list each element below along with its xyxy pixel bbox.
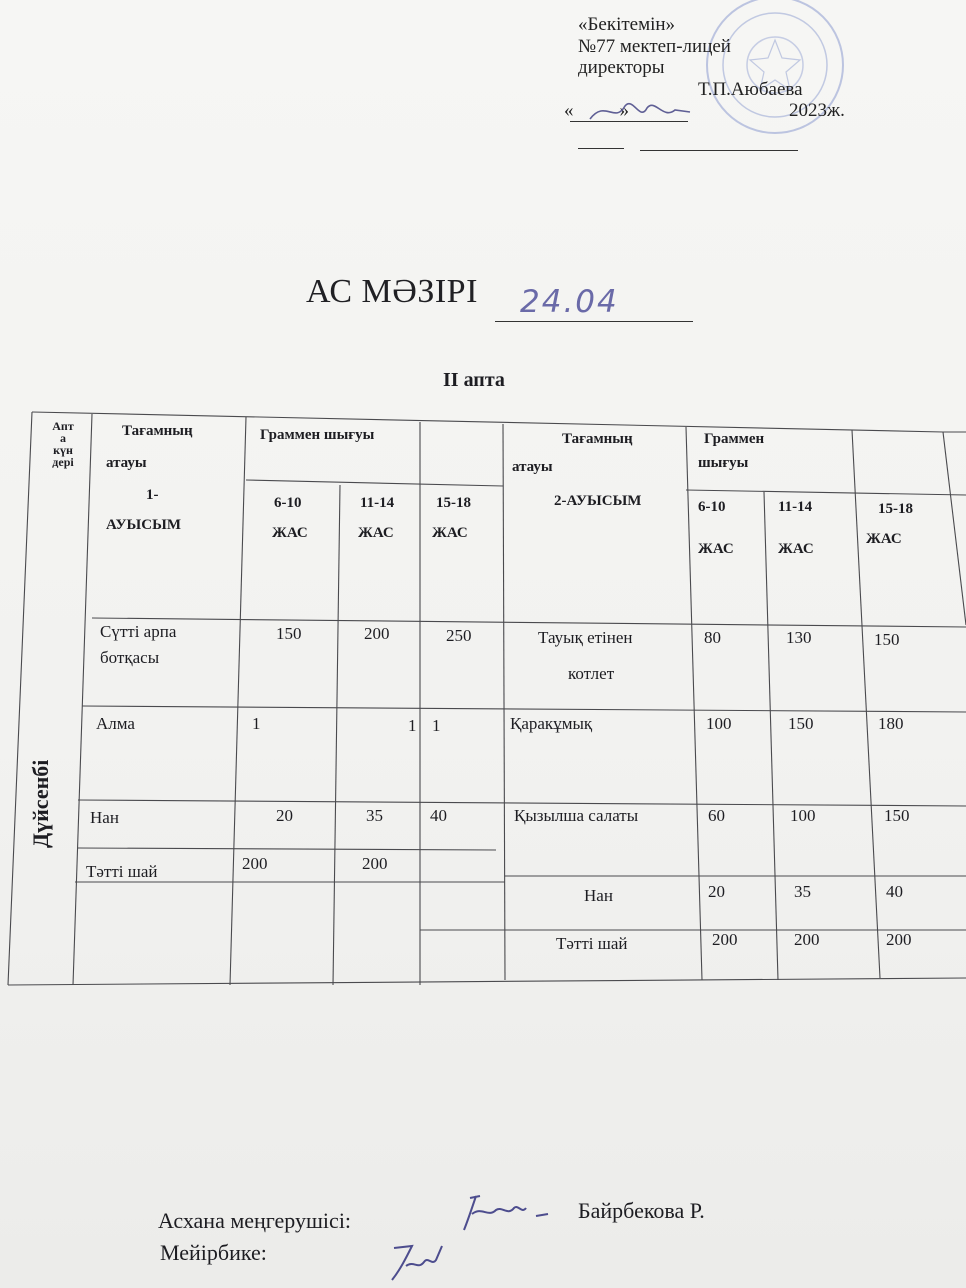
approval-director-name: Т.П.Аюбаева (698, 78, 803, 100)
header-age2-s2-suffix: ЖАС (778, 541, 814, 557)
shift2-row1-name2: котлет (568, 664, 615, 683)
shift2-row1-c: 150 (874, 630, 900, 649)
quote-close: » (619, 100, 629, 121)
shift2-row4-c: 40 (886, 882, 903, 901)
shift1-row2-b: 1 (408, 716, 417, 735)
shift1-row4-b: 200 (362, 854, 388, 873)
handwritten-date: 24.04 (520, 284, 619, 320)
header-age3-s2: 15-18 (878, 501, 913, 517)
header-age1-s2-suffix: ЖАС (698, 541, 734, 557)
header-dish1-line4: АУЫСЫМ (106, 517, 181, 533)
page-title: АС МӘЗІРІ (306, 273, 478, 310)
header-dish2-line2: атауы (512, 459, 553, 475)
shift2-row4-name: Нан (584, 886, 613, 905)
shift1-row4-name: Тәтті шай (86, 862, 158, 881)
shift2-row3-b: 100 (790, 806, 816, 825)
shift1-row3-name: Нан (90, 808, 119, 827)
header-age2-s1: 11-14 (360, 495, 395, 511)
shift1-row2-c: 1 (432, 716, 441, 735)
kitchen-head-signature (452, 1188, 562, 1238)
approval-title: «Бекітемін» (578, 14, 676, 35)
header-dish1-line1: Тағамның (122, 423, 193, 439)
shift2-row5-b: 200 (794, 930, 820, 949)
header-age1-s1: 6-10 (274, 495, 302, 511)
header-age2-s2: 11-14 (778, 499, 813, 515)
approval-year: 2023ж. (789, 100, 845, 121)
header-age3-s2-suffix: ЖАС (866, 531, 902, 547)
shift1-row3-b: 35 (366, 806, 383, 825)
shift2-row1-a: 80 (704, 628, 721, 647)
shift1-row2-name: Алма (96, 714, 135, 733)
header-dish1-line3: 1- (146, 487, 159, 503)
shift1-row1-b: 200 (364, 624, 390, 643)
shift2-row1-b: 130 (786, 628, 812, 647)
shift2-row4-b: 35 (794, 882, 811, 901)
header-dish2-line1: Тағамның (562, 431, 633, 447)
header-day-line: күн (53, 443, 73, 457)
nurse-signature (382, 1236, 462, 1286)
shift1-row1-c: 250 (446, 626, 472, 645)
shift2-row2-b: 150 (788, 714, 814, 733)
header-age3-s1-suffix: ЖАС (432, 525, 468, 541)
quote-open: « (564, 100, 574, 121)
shift2-row3-c: 150 (884, 806, 910, 825)
kitchen-head-name: Байрбекова Р. (578, 1198, 705, 1223)
shift1-row1-a: 150 (276, 624, 302, 643)
shift2-row5-name: Тәтті шай (556, 934, 628, 953)
shift2-row3-name: Қызылша салаты (514, 806, 639, 825)
shift1-row1-name: Сүтті арпа (100, 622, 177, 641)
header-age1-s1-suffix: ЖАС (272, 525, 308, 541)
header-day-line: дері (52, 455, 74, 469)
approval-school: №77 мектеп-лицей (578, 35, 731, 57)
header-day-col (36, 420, 90, 468)
approval-position: директоры (578, 57, 665, 78)
shift1-row3-c: 40 (430, 806, 447, 825)
shift2-row1-name: Тауық етінен (538, 628, 633, 647)
shift2-row5-c: 200 (886, 930, 912, 949)
header-age1-s2: 6-10 (698, 499, 726, 515)
shift1-row4-a: 200 (242, 854, 268, 873)
header-age3-s1: 15-18 (436, 495, 471, 511)
shift1-row2-a: 1 (252, 714, 261, 733)
week-label: II апта (443, 369, 505, 391)
shift2-row2-name: Қаракұмық (510, 714, 593, 733)
shift2-row5-a: 200 (712, 930, 738, 949)
kitchen-head-label: Асхана меңгерушісі: (158, 1208, 352, 1233)
header-grams1: Граммен шығуы (260, 427, 375, 443)
nurse-label: Мейірбике: (160, 1240, 267, 1265)
day-label: Дүйсенбі (28, 759, 53, 848)
shift2-row3-a: 60 (708, 806, 725, 825)
header-grams2-line1: Граммен (704, 431, 765, 447)
header-day-line: а (60, 431, 66, 445)
shift1-row3-a: 20 (276, 806, 293, 825)
header-dish2-line3: 2-АУЫСЫМ (554, 493, 642, 509)
shift2-row2-a: 100 (706, 714, 732, 733)
shift2-row2-c: 180 (878, 714, 904, 733)
header-day-line: Апт (52, 419, 74, 433)
header-age2-s1-suffix: ЖАС (358, 525, 394, 541)
shift2-row4-a: 20 (708, 882, 725, 901)
header-dish1-line2: атауы (106, 455, 147, 471)
shift1-row1-name2: ботқасы (100, 648, 160, 667)
header-grams2-line2: шығуы (698, 455, 749, 471)
